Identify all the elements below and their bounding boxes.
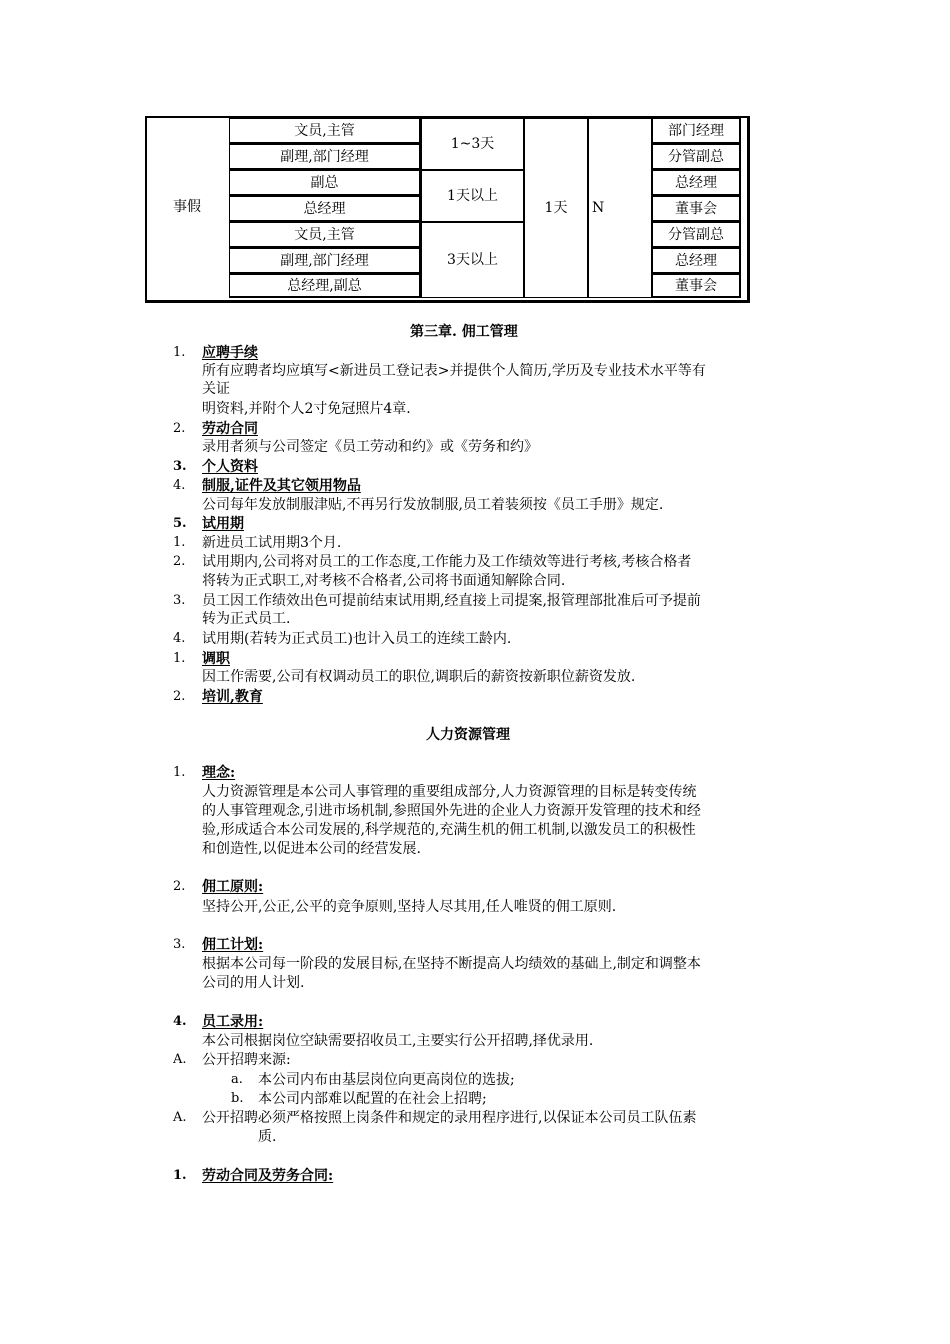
body-text: 和创造性,以促进本公司的经营发展. — [202, 841, 421, 857]
position-cell: 文员,主管 — [229, 222, 421, 248]
position-cell: 总经理,副总 — [229, 274, 421, 298]
body-text: 本公司根据岗位空缺需要招收员工,主要实行公开招聘,择优录用. — [202, 1033, 594, 1049]
position-cell: 文员,主管 — [229, 118, 421, 144]
duration-cell: 3天以上 — [421, 222, 524, 298]
item-number: 1. — [173, 651, 186, 666]
section-heading: 佣工计划: — [202, 937, 264, 953]
body-text: 试用期内,公司将对员工的工作态度,工作能力及工作绩效等进行考核,考核合格者 — [202, 554, 692, 570]
section-heading: 劳动合同及劳务合同: — [202, 1168, 334, 1184]
item-number: 1. — [173, 535, 186, 550]
body-text: 明资料,并附个人2寸免冠照片4章. — [202, 401, 411, 417]
sub-item-label: a. — [231, 1072, 243, 1087]
sub-item-label: b. — [231, 1091, 244, 1106]
section-heading: 劳动合同 — [202, 421, 258, 437]
body-text: 的人事管理观念,引进市场机制,参照国外先进的企业人力资源开发管理的技术和经 — [202, 803, 701, 819]
body-text: 转为正式员工. — [202, 611, 291, 627]
body-text: 因工作需要,公司有权调动员工的职位,调职后的薪资按新职位薪资发放. — [202, 669, 636, 685]
duration-cell: 1天以上 — [421, 170, 524, 222]
section-heading: 应聘手续 — [202, 345, 258, 361]
item-number: 4. — [173, 1014, 187, 1029]
body-text: 本公司内布由基层岗位向更高岗位的选拔; — [258, 1072, 515, 1088]
approver-cell: 总经理 — [652, 248, 741, 274]
approver-cell: 总经理 — [652, 170, 741, 196]
section-heading: 个人资料 — [202, 459, 258, 475]
item-label: A. — [173, 1052, 187, 1067]
approver-cell: 部门经理 — [652, 118, 741, 144]
body-text: 公司每年发放制服津贴,不再另行发放制服,员工着装须按《员工手册》规定. — [202, 497, 664, 513]
leave-approval-table — [145, 116, 749, 302]
item-number: 3. — [173, 937, 186, 952]
body-text: 人力资源管理是本公司人事管理的重要组成部分,人力资源管理的目标是转变传统 — [202, 784, 697, 800]
body-text: 根据本公司每一阶段的发展目标,在坚持不断提高人均绩效的基础上,制定和调整本 — [202, 956, 701, 972]
body-text: 公开招聘来源: — [202, 1052, 291, 1068]
body-text: 公司的用人计划. — [202, 975, 305, 991]
item-label: A. — [173, 1110, 187, 1125]
body-text: 质. — [258, 1129, 277, 1145]
item-number: 2. — [173, 421, 186, 436]
notice-cell: 1天 — [524, 118, 588, 298]
body-text: 公开招聘必须严格按照上岗条件和规定的录用程序进行,以保证本公司员工队伍素 — [202, 1110, 697, 1126]
section-heading: 制服,证件及其它领用物品 — [202, 478, 361, 494]
body-text: 本公司内部难以配置的在社会上招聘; — [258, 1091, 487, 1107]
approver-cell: 分管副总 — [652, 222, 741, 248]
flag-cell: N — [588, 118, 652, 298]
item-number: 2. — [173, 879, 186, 894]
item-number: 1. — [173, 765, 186, 780]
body-text: 员工因工作绩效出色可提前结束试用期,经直接上司提案,报管理部批准后可予提前 — [202, 593, 701, 609]
approver-cell: 董事会 — [652, 196, 741, 222]
chapter-title: 第三章. 佣工管理 — [410, 324, 518, 340]
body-text: 录用者须与公司签定《员工劳动和约》或《劳务和约》 — [202, 439, 538, 455]
position-cell: 总经理 — [229, 196, 421, 222]
body-text: 验,形成适合本公司发展的,科学规范的,充满生机的佣工机制,以激发员工的积极性 — [202, 822, 696, 838]
section-title: 人力资源管理 — [426, 727, 510, 743]
item-number: 1. — [173, 345, 186, 360]
leave-type-cell: 事假 — [173, 199, 201, 215]
duration-cell: 1~3天 — [421, 118, 524, 170]
position-cell: 副理,部门经理 — [229, 248, 421, 274]
body-text: 将转为正式职工,对考核不合格者,公司将书面通知解除合同. — [202, 573, 566, 589]
item-number: 2. — [173, 554, 186, 569]
body-text: 所有应聘者均应填写<新进员工登记表>并提供个人简历,学历及专业技术水平等有 — [202, 363, 706, 379]
approver-cell: 董事会 — [652, 274, 741, 298]
section-heading: 调职 — [202, 651, 230, 667]
section-heading: 佣工原则: — [202, 879, 264, 895]
section-heading: 员工录用: — [202, 1014, 264, 1030]
item-number: 5. — [173, 516, 187, 531]
item-number: 4. — [173, 631, 186, 646]
body-text: 试用期(若转为正式员工)也计入员工的连续工龄内. — [202, 631, 512, 647]
position-cell: 副总 — [229, 170, 421, 196]
item-number: 3. — [173, 459, 187, 474]
approver-cell: 分管副总 — [652, 144, 741, 170]
item-number: 1. — [173, 1168, 187, 1183]
body-text: 新进员工试用期3个月. — [202, 535, 342, 551]
body-text: 关证 — [202, 381, 230, 397]
item-number: 3. — [173, 593, 186, 608]
item-number: 2. — [173, 689, 186, 704]
body-text: 坚持公开,公正,公平的竞争原则,坚持人尽其用,任人唯贤的佣工原则. — [202, 899, 617, 915]
section-heading: 理念: — [202, 765, 236, 781]
section-heading: 试用期 — [202, 516, 244, 532]
item-number: 4. — [173, 478, 186, 493]
section-heading: 培训,教育 — [202, 689, 263, 705]
position-cell: 副理,部门经理 — [229, 144, 421, 170]
